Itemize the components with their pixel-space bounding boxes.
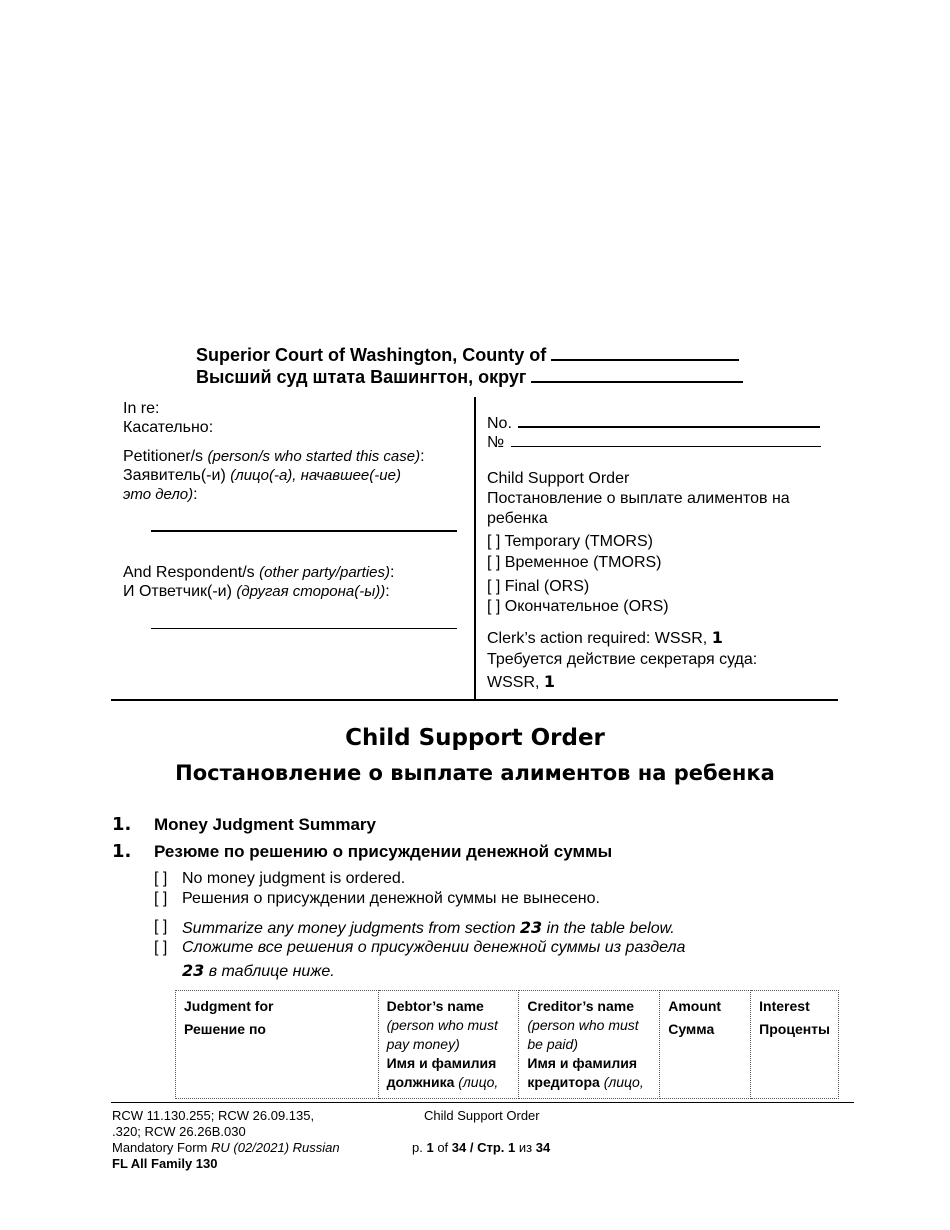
page-title-ru: Постановление о выплате алиментов на ребенка — [175, 761, 775, 785]
summarize-text: Summarize any money judgments from section 23 in the table below. — [182, 918, 675, 937]
clerk-action: Clerk’s action required: WSSR, 1 — [487, 628, 723, 647]
caption-doc-title-ru-cont: ребенка — [487, 510, 548, 527]
col-interest: Interest Проценты — [751, 991, 839, 1099]
page-title: Child Support Order — [345, 725, 605, 751]
footer-rcw-1: RCW 11.130.255; RCW 26.09.135, — [112, 1108, 315, 1123]
court-header-en: Superior Court of Washington, County of — [196, 345, 739, 366]
summarize-text-ru-cont: 23 в таблице ниже. — [182, 961, 335, 980]
petitioner-label: Petitioner/s (person/s who started this case): — [123, 448, 425, 465]
case-number-label-ru: № — [487, 432, 821, 453]
footer-rcw-2: .320; RCW 26.26B.030 — [112, 1124, 246, 1139]
col-judgment-for: Judgment for Решение по — [176, 991, 379, 1099]
petitioner-label-ru-cont: это дело): — [123, 486, 198, 503]
footer-form-line: Mandatory Form RU (02/2021) Russian — [112, 1140, 340, 1155]
checkbox-no-judgment-ru[interactable]: [ ] — [154, 890, 168, 907]
summarize-text-ru: Сложите все решения о присуждении денежной суммы из раздела — [182, 939, 686, 956]
table-header-row — [176, 991, 839, 1099]
option-final[interactable]: [ ] Final (ORS) — [487, 578, 590, 595]
footer-page-number: p. 1 of 34 / Стр. 1 из 34 — [412, 1140, 551, 1155]
col-amount: Amount Сумма — [660, 991, 751, 1099]
judgment-table — [175, 990, 839, 1099]
county-blank[interactable] — [551, 359, 739, 361]
case-number-label: No. — [487, 413, 820, 434]
caption-vertical-divider — [474, 397, 476, 700]
checkbox-summarize-ru[interactable]: [ ] — [154, 939, 168, 956]
option-temporary-ru[interactable]: [ ] Временное (TMORS) — [487, 554, 662, 571]
no-judgment-text: No money judgment is ordered. — [182, 870, 406, 887]
section-number-ru: 1. — [112, 841, 132, 862]
footer-form-id: FL All Family 130 — [112, 1156, 218, 1171]
clerk-action-ru: Требуется действие секретаря суда: — [487, 651, 758, 668]
county-blank-ru[interactable] — [531, 381, 743, 383]
court-header-ru: Высший суд штата Вашингтон, округ — [196, 367, 743, 388]
section-heading: Money Judgment Summary — [154, 815, 376, 834]
footer-rule — [111, 1102, 854, 1103]
respondent-name-field[interactable] — [151, 628, 457, 629]
footer-doc-title: Child Support Order — [424, 1108, 540, 1123]
respondent-label: And Respondent/s (other party/parties): — [123, 564, 395, 581]
no-judgment-text-ru: Решения о присуждении денежной суммы не вынесено. — [182, 890, 600, 907]
section-heading-ru: Резюме по решению о присуждении денежной суммы — [154, 842, 613, 861]
respondent-label-ru: И Ответчик(-и) (другая сторона(-ы)): — [123, 583, 390, 600]
clerk-action-ru-cont: WSSR, 1 — [487, 672, 556, 691]
col-debtor-name: Debtor’s name (person who must pay money) Имя и фамилия должника (лицо, — [378, 991, 519, 1099]
in-re-label: In re: — [123, 400, 160, 417]
caption-bottom-rule — [111, 699, 838, 701]
caption-doc-title: Child Support Order — [487, 470, 630, 487]
petitioner-label-ru: Заявитель(-и) (лицо(-а), начавшее(-ие) — [123, 467, 401, 484]
option-temporary[interactable]: [ ] Temporary (TMORS) — [487, 533, 653, 550]
case-number-field[interactable] — [518, 426, 820, 428]
option-final-ru[interactable]: [ ] Окончательное (ORS) — [487, 598, 669, 615]
petitioner-name-field[interactable] — [151, 530, 457, 532]
section-number: 1. — [112, 814, 132, 835]
case-number-field-ru[interactable] — [511, 446, 821, 447]
checkbox-summarize[interactable]: [ ] — [154, 918, 168, 935]
checkbox-no-judgment[interactable]: [ ] — [154, 870, 168, 887]
col-creditor-name: Creditor’s name (person who must be paid) Имя и фамилия кредитора (лицо, — [519, 991, 660, 1099]
caption-doc-title-ru: Постановление о выплате алиментов на — [487, 490, 790, 507]
in-re-label-ru: Касательно: — [123, 419, 214, 436]
